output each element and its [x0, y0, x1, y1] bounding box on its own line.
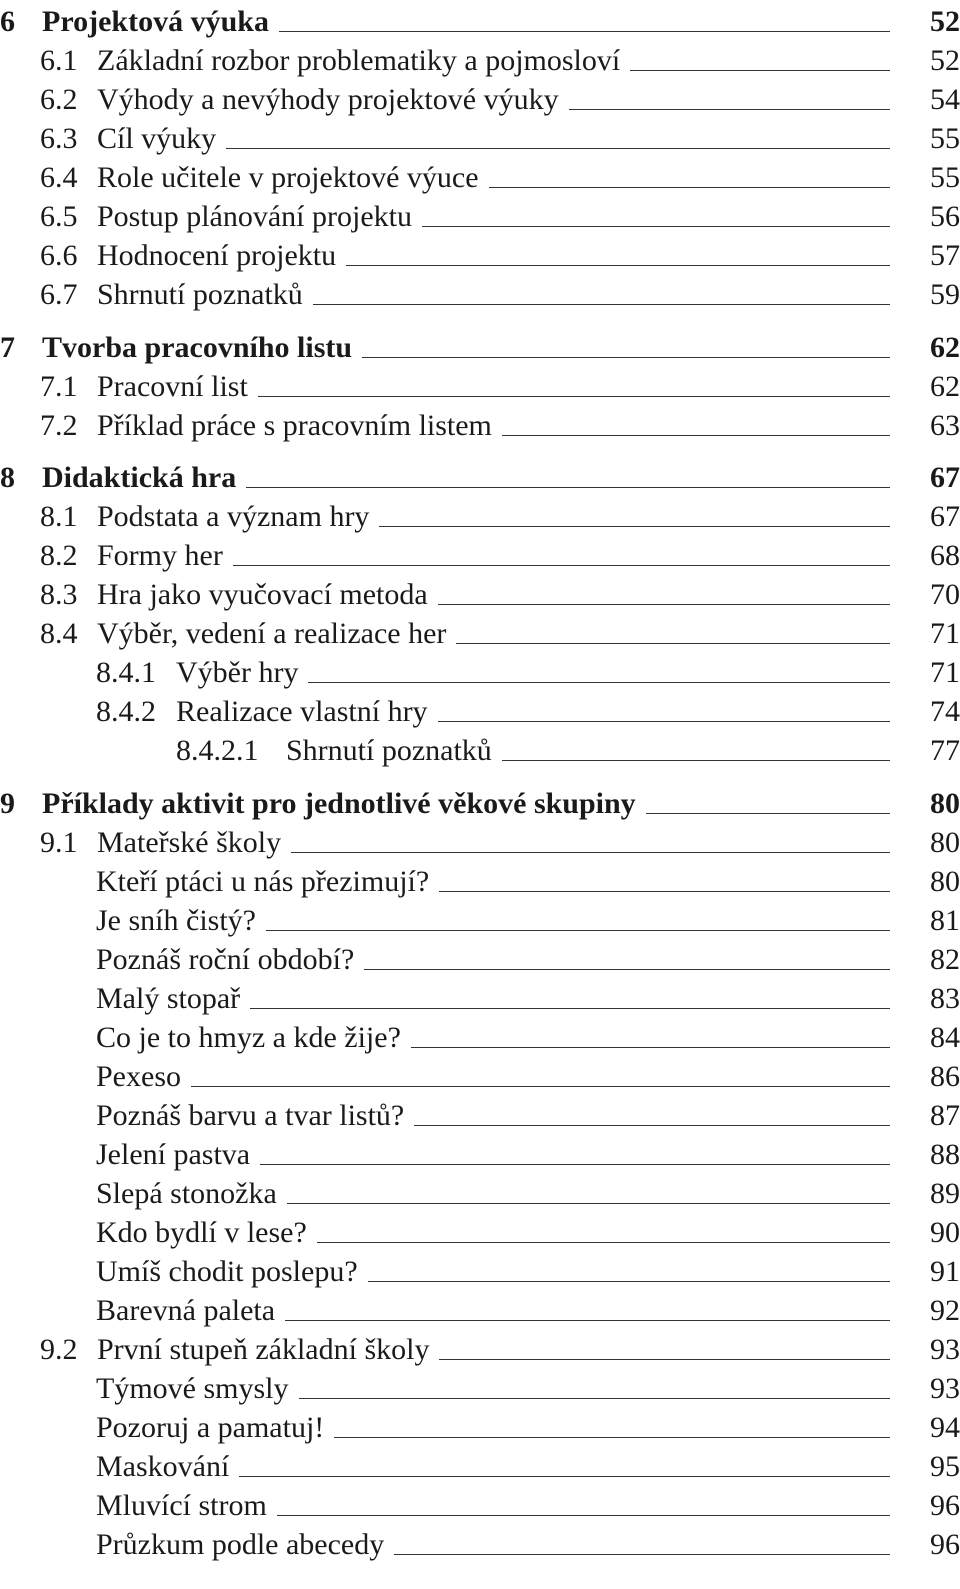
toc-leader-line: [439, 1359, 890, 1360]
toc-entry-row[interactable]: [0, 1172, 960, 1211]
toc-entry-title: Výhody a nevýhody projektové výuky: [97, 83, 559, 116]
toc-leader-line: [646, 813, 890, 814]
toc-entry-row[interactable]: [0, 195, 960, 234]
toc-leader-line: [291, 852, 890, 853]
toc-entry-row[interactable]: [0, 1250, 960, 1289]
toc-page-number: 81: [930, 904, 960, 937]
toc-page-number: 62: [930, 370, 960, 403]
toc-entry-title: Slepá stonožka: [96, 1177, 277, 1210]
toc-leader-line: [313, 304, 890, 305]
toc-leader-line: [379, 526, 890, 527]
toc-entry-number: 9.1: [40, 826, 78, 859]
toc-leader-line: [422, 226, 890, 227]
toc-entry-row[interactable]: [0, 365, 960, 404]
toc-entry-number: 6.2: [40, 83, 78, 116]
toc-leader-line: [317, 1242, 890, 1243]
toc-entry-row[interactable]: [0, 1289, 960, 1328]
toc-page-number: 80: [930, 826, 960, 859]
toc-entry-title: Příklad práce s pracovním listem: [97, 409, 492, 442]
toc-entry-row[interactable]: [0, 690, 960, 729]
toc-page-number: 57: [930, 239, 960, 272]
toc-page-number: 82: [930, 943, 960, 976]
toc-leader-line: [394, 1554, 890, 1555]
toc-entry-row[interactable]: [0, 495, 960, 534]
toc-entry-title: Mluvící strom: [96, 1489, 267, 1522]
toc-leader-line: [233, 565, 890, 566]
toc-entry-number: 8.2: [40, 539, 78, 572]
toc-entry-number: 9: [0, 787, 15, 820]
toc-entry-number: 7: [0, 331, 15, 364]
toc-page-number: 59: [930, 278, 960, 311]
toc-leader-line: [279, 31, 890, 32]
toc-entry-row[interactable]: [0, 938, 960, 977]
toc-page-number: 87: [930, 1099, 960, 1132]
toc-entry-number: 8.4.1: [96, 656, 156, 689]
toc-entry-title: Projektová výuka: [42, 5, 269, 38]
toc-page-number: 89: [930, 1177, 960, 1210]
toc-entry-row[interactable]: [0, 78, 960, 117]
toc-entry-row[interactable]: [0, 899, 960, 938]
toc-page-number: 93: [930, 1372, 960, 1405]
toc-entry-title: Jelení pastva: [96, 1138, 251, 1171]
toc-entry-row[interactable]: [0, 1133, 960, 1172]
toc-leader-line: [489, 187, 890, 188]
toc-entry-title: Poznáš barvu a tvar listů?: [96, 1099, 405, 1132]
toc-entry-title: Tvorba pracovního listu: [42, 331, 353, 364]
toc-entry-row[interactable]: [0, 1328, 960, 1367]
toc-entry-title: Pracovní list: [97, 370, 248, 403]
toc-page-number: 67: [930, 461, 960, 494]
toc-page-number: 63: [930, 409, 960, 442]
toc-leader-line: [308, 682, 890, 683]
toc-entry-row[interactable]: [0, 1211, 960, 1250]
toc-entry-row[interactable]: [0, 117, 960, 156]
toc-leader-line: [456, 643, 890, 644]
toc-leader-line: [414, 1125, 890, 1126]
toc-page-number: 94: [930, 1411, 960, 1444]
toc-page-number: 52: [930, 44, 960, 77]
toc-entry-title: Role učitele v projektové výuce: [97, 161, 479, 194]
toc-entry-title: Mateřské školy: [97, 826, 282, 859]
toc-entry-title: Postup plánování projektu: [97, 200, 412, 233]
toc-chapter-row[interactable]: [0, 326, 960, 365]
toc-page-number: 84: [930, 1021, 960, 1054]
toc-entry-row[interactable]: [0, 1406, 960, 1445]
toc-entry-title: Výběr hry: [176, 656, 299, 689]
toc-leader-line: [258, 396, 890, 397]
toc-entry-number: 8.1: [40, 500, 78, 533]
toc-chapter-row[interactable]: [0, 782, 960, 821]
toc-leader-line: [346, 265, 890, 266]
toc-entry-row[interactable]: [0, 1445, 960, 1484]
toc-chapter-row[interactable]: [0, 456, 960, 495]
toc-entry-title: Pozoruj a pamatuj!: [96, 1411, 325, 1444]
toc-leader-line: [260, 1164, 890, 1165]
toc-entry-title: Umíš chodit poslepu?: [96, 1255, 358, 1288]
toc-entry-number: 8.4.2: [96, 695, 156, 728]
toc-entry-title: Výběr, vedení a realizace her: [97, 617, 447, 650]
toc-entry-row[interactable]: [0, 1367, 960, 1406]
toc-entry-title: Malý stopař: [96, 982, 241, 1015]
toc-chapter-row[interactable]: [0, 0, 960, 39]
toc-entry-number: 8.3: [40, 578, 78, 611]
toc-entry-title: Pexeso: [96, 1060, 181, 1093]
toc-entry-title: Hodnocení projektu: [97, 239, 337, 272]
toc-entry-row[interactable]: [0, 651, 960, 690]
toc-page-number: 67: [930, 500, 960, 533]
toc-entry-number: 6.1: [40, 44, 78, 77]
toc-page-number: 52: [930, 5, 960, 38]
toc-entry-number: 7.2: [40, 409, 78, 442]
toc-page-number: 55: [930, 161, 960, 194]
toc-entry-row[interactable]: [0, 821, 960, 860]
toc-page-number: 74: [930, 695, 960, 728]
toc-entry-row[interactable]: [0, 534, 960, 573]
toc-leader-line: [368, 1281, 890, 1282]
toc-entry-row[interactable]: [0, 1484, 960, 1523]
toc-leader-line: [438, 604, 890, 605]
toc-entry-title: První stupeň základní školy: [97, 1333, 430, 1366]
toc-leader-line: [569, 109, 890, 110]
toc-page-number: 70: [930, 578, 960, 611]
toc-leader-line: [362, 357, 890, 358]
toc-entry-title: Didaktická hra: [42, 461, 237, 494]
toc-leader-line: [250, 1008, 890, 1009]
toc-page-number: 68: [930, 539, 960, 572]
toc-page-number: 96: [930, 1528, 960, 1561]
toc-entry-number: 8.4: [40, 617, 78, 650]
toc-page-number: 56: [930, 200, 960, 233]
toc-entry-number: 9.2: [40, 1333, 78, 1366]
toc-leader-line: [299, 1398, 891, 1399]
toc-page-number: 86: [930, 1060, 960, 1093]
toc-entry-title: Týmové smysly: [96, 1372, 289, 1405]
toc-page-number: 93: [930, 1333, 960, 1366]
toc-leader-line: [502, 435, 890, 436]
toc-page-number: 77: [930, 734, 960, 767]
toc-entry-title: Je sníh čistý?: [96, 904, 256, 937]
toc-entry-title: Realizace vlastní hry: [176, 695, 428, 728]
toc-entry-number: 6: [0, 5, 15, 38]
toc-page-number: 71: [930, 656, 960, 689]
toc-entry-title: Maskování: [96, 1450, 230, 1483]
toc-entry-title: Základní rozbor problematiky a pojmosloví: [97, 44, 621, 77]
toc-entry-number: 6.3: [40, 122, 78, 155]
toc-page-number: 83: [930, 982, 960, 1015]
toc-leader-line: [438, 721, 890, 722]
toc-entry-number: 8: [0, 461, 15, 494]
toc-leader-line: [334, 1437, 890, 1438]
toc-entry-number: 6.4: [40, 161, 78, 194]
toc-leader-line: [287, 1203, 890, 1204]
toc-leader-line: [246, 487, 890, 488]
toc-entry-row[interactable]: [0, 860, 960, 899]
toc-page-number: 80: [930, 787, 960, 820]
toc-entry-title: Průzkum podle abecedy: [96, 1528, 385, 1561]
toc-leader-line: [277, 1515, 890, 1516]
toc-entry-number: 8.4.2.1: [176, 734, 259, 767]
toc-entry-title: Kdo bydlí v lese?: [96, 1216, 307, 1249]
toc-page-number: 55: [930, 122, 960, 155]
toc-entry-row[interactable]: [0, 234, 960, 273]
toc-page-number: 95: [930, 1450, 960, 1483]
toc-entry-row[interactable]: [0, 1523, 960, 1562]
toc-entry-number: 6.6: [40, 239, 78, 272]
toc-entry-title: Shrnutí poznatků: [286, 734, 492, 767]
toc-entry-row[interactable]: [0, 573, 960, 612]
toc-entry-title: Barevná paleta: [96, 1294, 276, 1327]
toc-leader-line: [439, 891, 890, 892]
toc-entry-number: 6.7: [40, 278, 78, 311]
toc-page-number: 90: [930, 1216, 960, 1249]
toc-page-number: 80: [930, 865, 960, 898]
toc-entry-title: Kteří ptáci u nás přezimují?: [96, 865, 430, 898]
toc-entry-row[interactable]: [0, 156, 960, 195]
toc-entry-number: 7.1: [40, 370, 78, 403]
toc-page-number: 54: [930, 83, 960, 116]
toc-entry-row[interactable]: [0, 612, 960, 651]
toc-entry-row[interactable]: [0, 1016, 960, 1055]
toc-page-number: 71: [930, 617, 960, 650]
toc-entry-row[interactable]: [0, 273, 960, 312]
toc-entry-row[interactable]: [0, 1055, 960, 1094]
toc-entry-title: Poznáš roční období?: [96, 943, 355, 976]
toc-entry-row[interactable]: [0, 404, 960, 443]
toc-leader-line: [239, 1476, 890, 1477]
toc-entry-row[interactable]: [0, 39, 960, 78]
toc-entry-title: Hra jako vyučovací metoda: [97, 578, 428, 611]
toc-entry-row[interactable]: [0, 729, 960, 768]
toc-leader-line: [266, 930, 890, 931]
toc-leader-line: [411, 1047, 890, 1048]
toc-entry-title: Podstata a význam hry: [97, 500, 370, 533]
toc-entry-title: Příklady aktivit pro jednotlivé věkové skupiny: [42, 787, 636, 820]
toc-leader-line: [285, 1320, 890, 1321]
toc-entry-title: Shrnutí poznatků: [97, 278, 303, 311]
toc-page-number: 88: [930, 1138, 960, 1171]
toc-leader-line: [630, 70, 890, 71]
toc-entry-row[interactable]: [0, 977, 960, 1016]
toc-page-number: 91: [930, 1255, 960, 1288]
toc-leader-line: [191, 1086, 890, 1087]
toc-entry-title: Cíl výuky: [97, 122, 217, 155]
toc-leader-line: [364, 969, 890, 970]
toc-page-number: 96: [930, 1489, 960, 1522]
toc-page-number: 62: [930, 331, 960, 364]
toc-entry-number: 6.5: [40, 200, 78, 233]
toc-entry-title: Co je to hmyz a kde žije?: [96, 1021, 401, 1054]
toc-leader-line: [502, 760, 890, 761]
toc-entry-row[interactable]: [0, 1094, 960, 1133]
toc-entry-title: Formy her: [97, 539, 223, 572]
toc-leader-line: [226, 148, 890, 149]
toc-page-number: 92: [930, 1294, 960, 1327]
